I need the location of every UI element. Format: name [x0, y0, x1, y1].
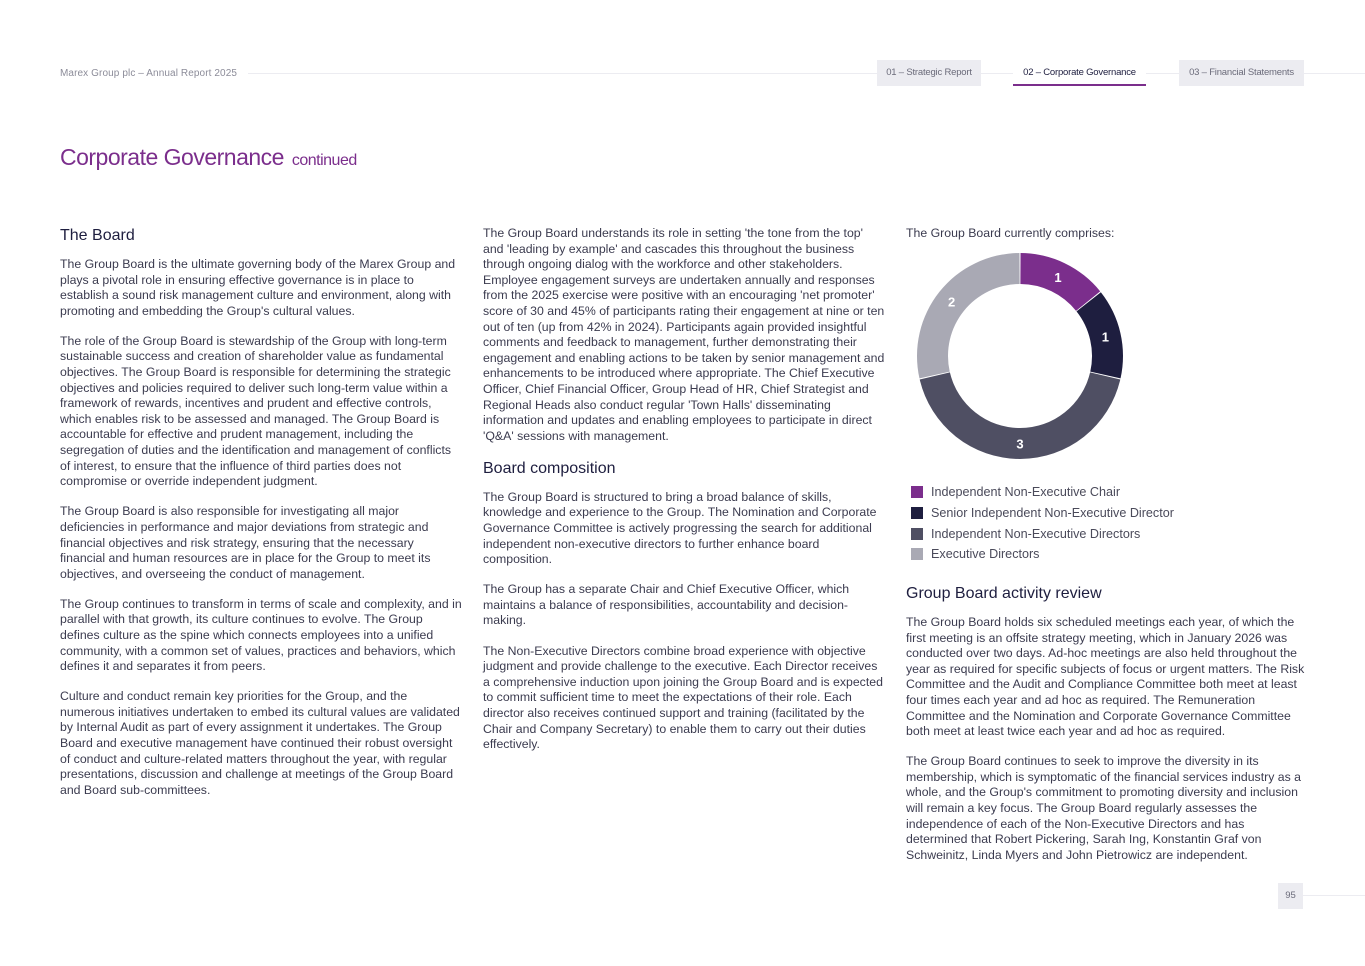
- legend-swatch: [911, 528, 923, 540]
- donut-slice: [917, 253, 1020, 378]
- activity-review: [906, 584, 1308, 878]
- legend-swatch: [911, 548, 923, 560]
- legend-item: [911, 523, 1174, 544]
- chart-legend: [911, 482, 1174, 565]
- activity-paragraph: The Group Board continues to seek to improve the diversity in its membership, which is symptomatic of the financial services industry as a whole, and the Group's commitment to promoting diversity and inclusion will remain a key focus. The Group Board regularly assesses the independence of each of the Non-Executive Directors and has determined that Robert Pickering, Sarah Ing, Konstantin Graf von Schweinitz, Linda Myers and John Pietrowicz are independent.: [906, 754, 1302, 862]
- legend-label: Senior Independent Non-Executive Director: [931, 506, 1174, 521]
- composition-paragraph: The Group has a separate Chair and Chief Executive Officer, which maintains a balance of responsibilities, accountability and decision-making.: [483, 582, 850, 628]
- middle-column: [483, 226, 885, 767]
- board-paragraph: The role of the Group Board is stewardship of the Group with long-term sustainable success and creation of shareholder value as fundamental objectives. The Group Board is responsible for determining the strategic objectives and policies required to deliver such long-term value within a framework of rewards, incentives and prudent and effective controls, which enables risk to be assessed and managed. The Group Board is accountable for effective and prudent management, including the segregation of duties and the identification and management of conflicts of interest, to ensure that the influence of third parties does not compromise or override independent judgment.: [60, 333, 452, 489]
- donut-slice-label: 1: [1101, 329, 1109, 345]
- donut-slice-label: 1: [1054, 270, 1062, 286]
- legend-label: Executive Directors: [931, 547, 1040, 562]
- footer-divider: [1300, 895, 1365, 896]
- board-paragraph: The Group Board is the ultimate governing body of the Marex Group and plays a pivotal role in ensuring effective governance is in place to establish a sound risk management culture and environment, along with promoting and embedding the Group's cultural values.: [60, 257, 456, 318]
- page-title: [60, 144, 357, 171]
- board-paragraph: Culture and conduct remain key priorities for the Group, and the numerous initiatives undertaken to embed its cultural values are validated by Internal Audit as part of every assignment it undertakes. The Group Board and executive management have continued their robust oversight of conduct and culture-related matters throughout the year, with regular presentations, discussion and challenge at meetings of the Group Board and Board sub-committees.: [60, 689, 460, 797]
- tab-corporate-governance[interactable]: 02 – Corporate Governance: [1013, 60, 1146, 86]
- page-number: 95: [1278, 883, 1303, 909]
- donut-slice: [1077, 292, 1123, 378]
- legend-item: [911, 482, 1174, 503]
- donut-chart: [906, 250, 1136, 465]
- board-composition-chart: [906, 250, 1136, 465]
- activity-heading: Group Board activity review: [906, 585, 1102, 602]
- legend-swatch: [911, 486, 923, 498]
- report-title: Marex Group plc – Annual Report 2025: [60, 68, 238, 79]
- board-column: [60, 226, 462, 813]
- tone-paragraph: The Group Board understands its role in setting 'the tone from the top' and 'leading by example' and cascades this throughout the business through ongoing dialog with the workforce and other stakeholders. Employee engagement surveys are undertaken annually and responses from the 2025 exercise were positive with an encouraging 'net promoter' score of 30 and 45% of participants rating their engagement at nine or ten out of ten (up from 42% in 2024). Participants again provided insightful comments and feedback to management, further demonstrating their engagement and enabling actions to be taken by senior management and enhancements to be introduced where appropriate. The Chief Executive Officer, Chief Financial Officer, Group Head of HR, Chief Strategist and Regional Heads also conduct regular 'Town Halls' disseminating information and updates and enabling employees to participate in direct 'Q&A' sessions with management.: [483, 226, 885, 443]
- composition-paragraph: The Non-Executive Directors combine broad experience with objective judgment and provide challenge to the executive. Each Director receives a comprehensive induction upon joining the Group Board and is expected to commit sufficient time to meet the expectations of their role. Each director also receives continued support and training (facilitated by the Chair and Company Secretary) to enable them to carry out their duties effectively.: [483, 643, 883, 752]
- board-heading: The Board: [60, 227, 135, 244]
- board-paragraph: The Group Board is also responsible for investigating all major deficiencies in performance and major deviations from strategic and financial objectives and risk strategy, ensuring that the necessary financial and human resources are in place for the Group to meet its objectives, and overseeing the conduct of management.: [60, 504, 431, 581]
- donut-slice-label: 2: [947, 294, 956, 310]
- page-title-main: Corporate Governance: [60, 144, 284, 170]
- board-paragraph: The Group continues to transform in terms of scale and complexity, and in parallel with that growth, its culture continues to evolve. The Group defines culture as the spine which connects employees into a unified community, with a common set of values, practices and behaviors, which defines it and separates it from peers.: [60, 596, 462, 674]
- legend-label: Independent Non-Executive Chair: [931, 485, 1121, 500]
- chart-intro-text: The Group Board currently comprises:: [906, 226, 1115, 240]
- legend-label: Independent Non-Executive Directors: [931, 526, 1141, 541]
- tab-strategic-report[interactable]: 01 – Strategic Report: [877, 60, 981, 86]
- composition-paragraph: The Group Board is structured to bring a broad balance of skills, knowledge and experience to the Group. The Nomination and Corporate Governance Committee is actively progressing the search for additional independent non-executive directors to further enhance board composition.: [483, 489, 877, 567]
- tab-financial-statements[interactable]: 03 – Financial Statements: [1179, 60, 1304, 86]
- page-title-suffix: continued: [291, 152, 357, 169]
- legend-item: [911, 544, 1174, 565]
- activity-paragraph: The Group Board holds six scheduled meetings each year, of which the first meeting is an offsite strategy meeting, which in January 2026 was conducted over two days. Ad-hoc meetings are also held throughout the year as required for specific subjects of focus or urgent matters. The Risk Committee and the Audit and Compliance Committee both meet at least four times each year and ad hoc as required. The Remuneration Committee and the Nomination and Corporate Governance Committee both meet at least twice each year and ad hoc as required.: [906, 615, 1305, 739]
- legend-swatch: [911, 507, 923, 519]
- donut-slice-label: 3: [1016, 436, 1024, 452]
- legend-item: [911, 503, 1174, 524]
- composition-heading: Board composition: [483, 459, 616, 477]
